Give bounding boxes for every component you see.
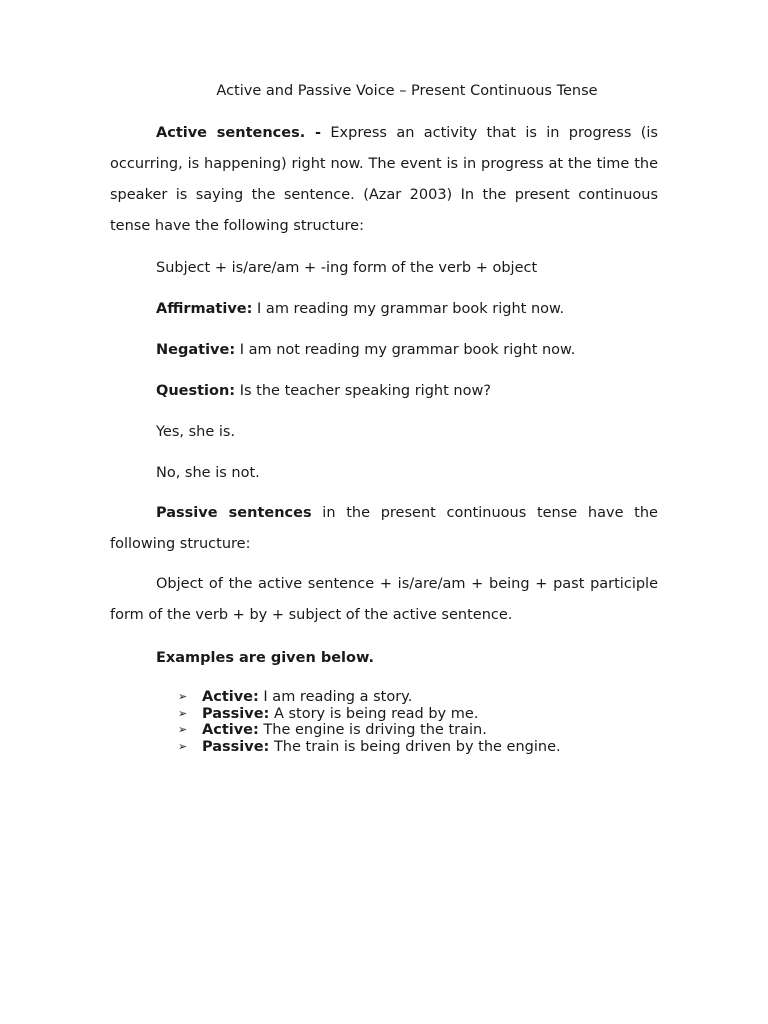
- list-item: [178, 722, 561, 739]
- example-label: Active:: [202, 722, 259, 738]
- example-label: Passive:: [202, 738, 270, 755]
- list-item: [178, 739, 561, 756]
- question-label: Question:: [156, 383, 236, 399]
- arrow-bullet-icon: ➢: [178, 739, 188, 753]
- active-intro-label: Active sentences. -: [156, 125, 322, 141]
- affirmative-text: I am reading my grammar book right now.: [252, 301, 565, 317]
- active-structure: Subject + is/are/am + -ing form of the verb + object: [156, 260, 538, 276]
- document-title: Active and Passive Voice – Present Continuous Tense: [216, 83, 598, 99]
- examples-heading-text: Examples are given below.: [156, 650, 374, 666]
- negative-example: [156, 341, 575, 359]
- passive-intro-text: in the present continuous tense have the following structure:: [110, 505, 658, 552]
- example-label: Active:: [202, 689, 259, 705]
- arrow-bullet-icon: ➢: [178, 706, 188, 720]
- example-label: Passive:: [202, 705, 270, 722]
- example-text: A story is being read by me.: [269, 705, 479, 722]
- negative-text: I am not reading my grammar book right now.: [235, 342, 576, 358]
- list-item: [178, 706, 561, 723]
- passive-intro-label: Passive sentences: [156, 505, 312, 521]
- affirmative-label: Affirmative:: [156, 301, 253, 317]
- example-text: The engine is driving the train.: [258, 722, 487, 738]
- examples-heading: [156, 649, 374, 667]
- affirmative-example: [156, 300, 564, 318]
- arrow-bullet-icon: ➢: [178, 723, 188, 736]
- passive-intro-paragraph: [110, 498, 658, 560]
- list-item: [178, 689, 561, 706]
- arrow-bullet-icon: ➢: [178, 690, 188, 703]
- question-text: Is the teacher speaking right now?: [235, 383, 491, 399]
- answer-no: No, she is not.: [156, 465, 260, 481]
- active-intro-paragraph: [110, 118, 658, 242]
- passive-structure: Object of the active sentence + is/are/am + being + past participle form of the verb + by + subject of the active sentence.: [110, 576, 658, 623]
- example-text: I am reading a story.: [258, 689, 413, 705]
- example-text: The train is being driven by the engine.: [269, 738, 561, 755]
- question-example: [156, 382, 491, 400]
- active-intro-text: Express an activity that is in progress (is occurring, is happening) right now. The event is in progress at the time the speaker is saying the sentence. (Azar 2003) In the present continuous tense have the following structure:: [110, 125, 658, 234]
- examples-list: [178, 689, 561, 755]
- negative-label: Negative:: [156, 342, 236, 358]
- answer-yes: Yes, she is.: [156, 424, 236, 440]
